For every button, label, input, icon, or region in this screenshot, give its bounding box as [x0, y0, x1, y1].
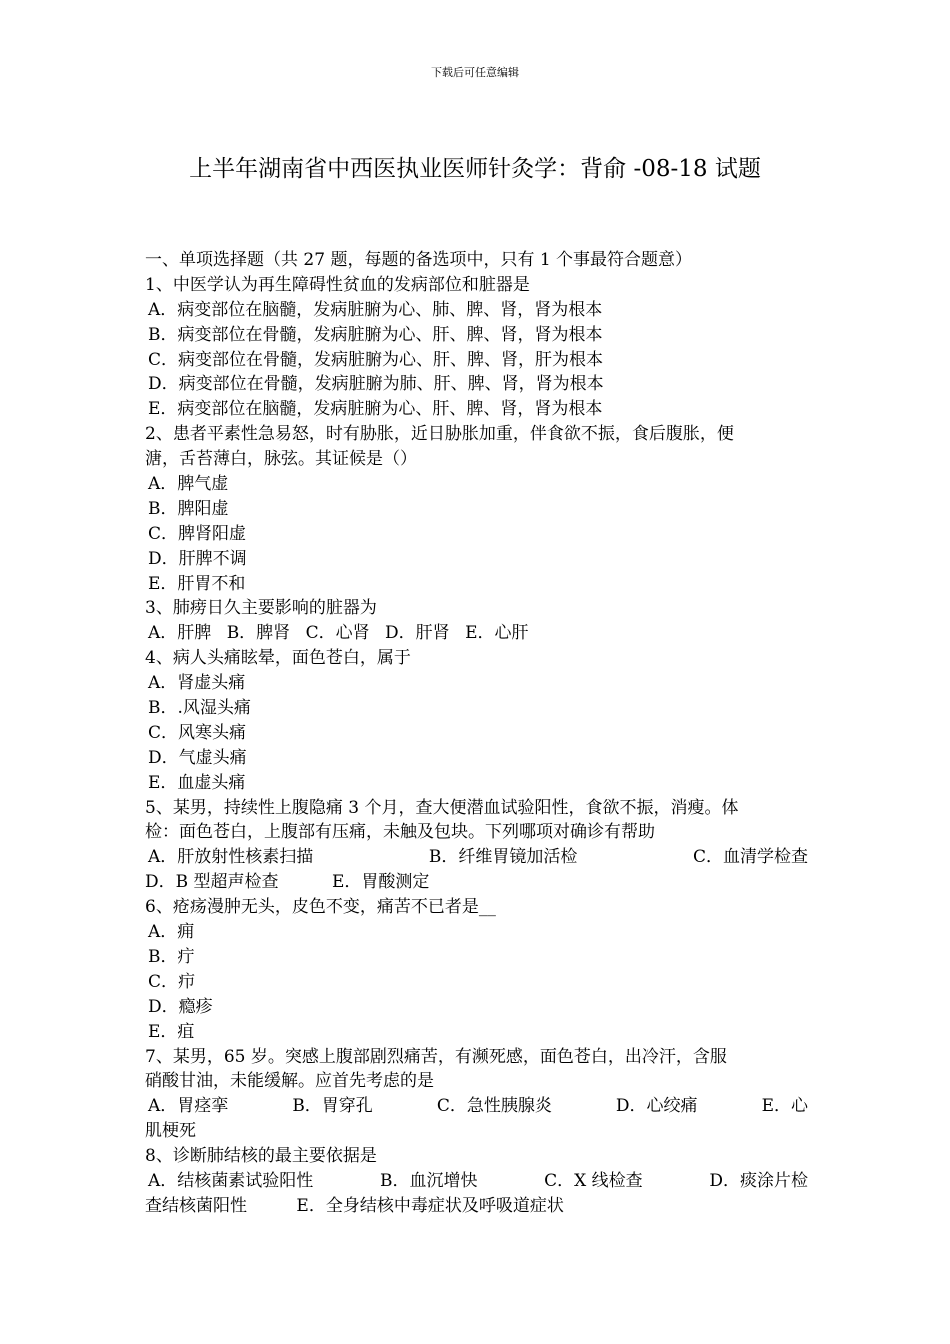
- question-6-option-a: A．痈: [148, 922, 195, 943]
- question-5-option-e: E．胃酸测定: [331, 872, 430, 893]
- question-5-options-line-1: [145, 845, 808, 870]
- question-4-option-e: E．血虚头痛: [148, 772, 246, 793]
- question-2-stem-line-2: 溏，舌苔薄白，脉弦。其证候是（）: [145, 449, 417, 470]
- question-5-option-a: A．肝放射性核素扫描: [148, 847, 314, 868]
- document-title: 上半年湖南省中西医执业医师针灸学：背俞 -08-18 试题: [189, 156, 761, 182]
- question-4-stem: 4、病人头痛眩晕，面色苍白，属于: [145, 648, 411, 669]
- question-8-options-line-2: [145, 1194, 808, 1219]
- question-3-option-e: E．心肝: [465, 623, 529, 644]
- question-1-option-a: A．病变部位在脑髓，发病脏腑为心、肺、脾、肾，肾为根本: [148, 299, 603, 320]
- question-8-options-line-1: [145, 1169, 808, 1194]
- question-3-option-a: A．肝脾: [148, 623, 212, 644]
- question-5-option-d: D．B 型超声检查: [145, 872, 279, 893]
- question-2-option-b: B．脾阳虚: [148, 498, 229, 519]
- question-2-stem-line-1: 2、患者平素性急易怒，时有胁胀，近日胁胀加重，伴食欲不振，食后腹胀，便: [145, 424, 734, 445]
- question-2-option-a: A．脾气虚: [148, 474, 229, 495]
- question-6-option-b: B．疔: [148, 946, 195, 967]
- question-3-option-c: C．心肾: [305, 623, 370, 644]
- question-3-option-d: D．肝肾: [385, 623, 450, 644]
- page-header-note: 下载后可任意编辑: [431, 66, 519, 79]
- question-2-option-c: C．脾肾阳虚: [148, 523, 247, 544]
- question-7-options-line-1: [145, 1094, 808, 1119]
- question-1-option-d: D．病变部位在骨髓，发病脏腑为肺、肝、脾、肾，肾为根本: [148, 374, 604, 395]
- question-5-stem-line-2: 检：面色苍白，上腹部有压痛，未触及包块。下列哪项对确诊有帮助: [145, 822, 655, 843]
- question-6-option-c: C．疖: [148, 971, 196, 992]
- question-8-option-b: B．血沉增快: [379, 1170, 478, 1191]
- question-5-options-line-2: [145, 870, 808, 895]
- question-1-option-b: B．病变部位在骨髓，发病脏腑为心、肝、脾、肾，肾为根本: [148, 324, 603, 345]
- question-3-stem: 3、肺痨日久主要影响的脏器为: [145, 598, 377, 619]
- question-8-option-d-continued: 查结核菌阳性: [145, 1195, 247, 1216]
- question-5-option-b: B．纤维胃镜加活检: [428, 847, 578, 868]
- question-6-stem: 6、疮疡漫肿无头，皮色不变，痛苦不已者是__: [145, 897, 496, 918]
- question-4-option-a: A．肾虚头痛: [148, 673, 246, 694]
- question-7-option-c: C．急性胰腺炎: [436, 1096, 552, 1117]
- question-7-option-e: E．心: [761, 1096, 808, 1117]
- question-7-option-a: A．胃痉挛: [148, 1096, 229, 1117]
- question-4-option-d: D．气虚头痛: [148, 747, 247, 768]
- question-8-option-c: C．X 线检查: [544, 1170, 643, 1191]
- question-8-option-e: E．全身结核中毒症状及呼吸道症状: [296, 1195, 564, 1216]
- question-8-option-a: A．结核菌素试验阳性: [148, 1170, 314, 1191]
- question-7-option-d: D．心绞痛: [615, 1096, 698, 1117]
- question-8-option-d: D．痰涂片检: [709, 1170, 808, 1191]
- question-5-stem-line-1: 5、某男，持续性上腹隐痛 3 个月，查大便潜血试验阳性，食欲不振，消瘦。体: [145, 797, 739, 818]
- question-8-stem: 8、诊断肺结核的最主要依据是: [145, 1146, 377, 1167]
- question-2-option-d: D．肝脾不调: [148, 548, 247, 569]
- question-2-option-e: E．肝胃不和: [148, 573, 246, 594]
- question-3-options: [145, 621, 808, 646]
- question-5-option-c: C．血清学检查: [692, 847, 808, 868]
- question-7-option-b: B．胃穿孔: [292, 1096, 373, 1117]
- question-7-stem-line-2: 硝酸甘油，未能缓解。应首先考虑的是: [145, 1071, 434, 1092]
- question-7-stem-line-1: 7、某男，65 岁。突感上腹部剧烈痛苦，有濒死感，面色苍白，出冷汗，含服: [145, 1046, 727, 1067]
- question-4-option-b: B．.风湿头痛: [148, 698, 251, 719]
- question-6-option-d: D．瘾疹: [148, 996, 213, 1017]
- question-3-option-b: B．脾肾: [226, 623, 291, 644]
- question-1-option-c: C．病变部位在骨髓，发病脏腑为心、肝、脾、肾，肝为根本: [148, 349, 604, 370]
- question-list: [145, 248, 808, 1219]
- question-7-option-e-continued: 肌梗死: [145, 1121, 196, 1142]
- question-1-option-e: E．病变部位在脑髓，发病脏腑为心、肝、脾、肾，肾为根本: [148, 399, 603, 420]
- question-6-option-e: E．疽: [148, 1021, 195, 1042]
- question-1-stem: 1、中医学认为再生障碍性贫血的发病部位和脏器是: [145, 274, 530, 295]
- section-heading: 一、单项选择题（共 27 题，每题的备选项中，只有 1 个事最符合题意）: [145, 250, 693, 270]
- question-4-option-c: C．风寒头痛: [148, 722, 247, 743]
